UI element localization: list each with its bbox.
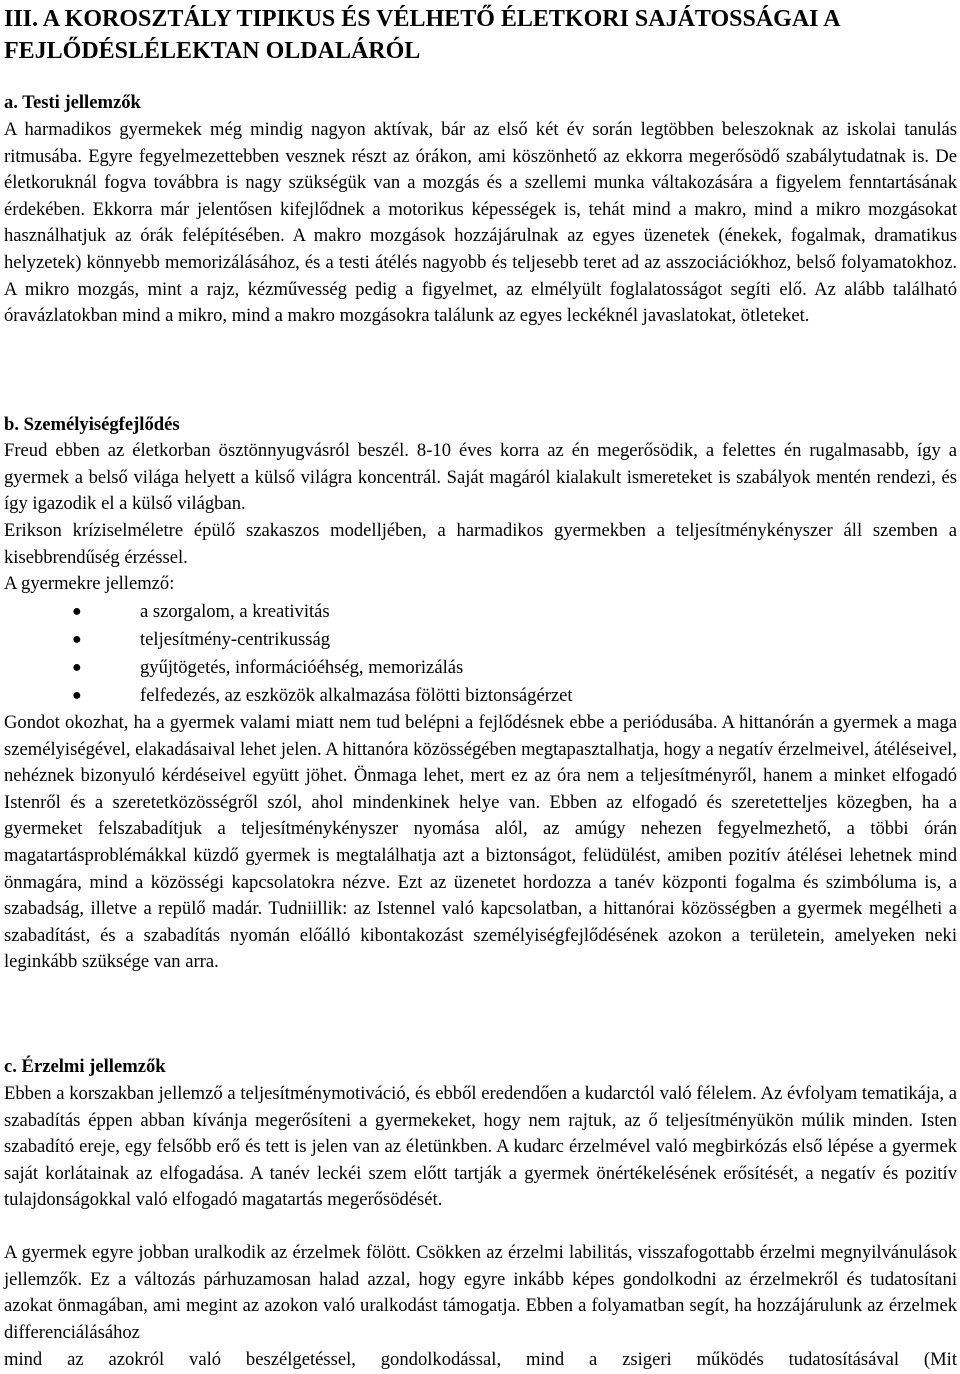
list-intro: A gyermekre jellemző: bbox=[4, 573, 175, 594]
bullet-icon: ● bbox=[72, 631, 82, 648]
section-a-paragraph: A harmadikos gyermekek még mindig nagyon aktívak, bár az első két év során legtöbben beleszoknak az iskolai tanulás ritmusába. Egyre fegyelmezettebben vesznek részt az órákon, ami köszönhető az ekkorra megerősödő szabálytudatnak is. De életkoruknál fogva továbbra is nagy szükségük van a mozgás és a szellemi munka váltakozására a figyelem fenntartásának érdekében. Ekkorra már jelentősen kifejlődnek a motorikus képességek is, tehát mind a makro, mind a mikro mozgásokat használhatjuk az órák felépítésében. A makro mozgások hozzájárulnak az egyes üzenetek (énekek, fogalmak, dramatikus helyzetek) könnyebb memorizálásához, és a testi átélés nagyobb és teljesebb teret ad az asszociációkhoz, belső folyamatokhoz. A mikro mozgás, mint a rajz, kézművesség pedig a figyelmet, az elmélyült foglalatosságot segíti elő. Az alább található óravázlatokban mind a mikro, mind a makro mozgásokra találunk az egyes leckéknél javaslatokat, ötleteket. bbox=[4, 119, 957, 327]
section-b-heading: b. Személyiségfejlődés bbox=[4, 414, 180, 435]
bullet-icon: ● bbox=[72, 603, 82, 620]
section-a-heading: a. Testi jellemzők bbox=[4, 92, 141, 113]
document-title: III. A KOROSZTÁLY TIPIKUS ÉS VÉLHETŐ ÉLETKORI SAJÁTOSSÁGAI A FEJLŐDÉSLÉLEKTAN OLDALÁRÓL bbox=[4, 6, 840, 64]
section-c-paragraph-1: Ebben a korszakban jellemző a teljesítménymotiváció, és ebből eredendően a kudarctól való félelem. Az évfolyam tematikája, a szabadítás éppen abban kívánja megerősíteni a gyermekeket, hogy nem rajtuk, az ő teljesítményükön múlik minden. Isten szabadító ereje, egy felsőbb erő és tett is jelen van az életünkben. A kudarc érzelmével való megbirkózás első lépése a gyermek saját korlátainak az elfogadása. A tanév leckéi szem előtt tartják a gyermek önértékelésének erősítését, a negatív és pozitív tulajdonságokkal való elfogadó magatartás megerősödését. bbox=[4, 1083, 957, 1211]
section-b-paragraph-2: Erikson kríziselméletre épülő szakaszos modelljében, a harmadikos gyermekben a teljesítménykényszer áll szemben a kisebbrendűség érzéssel. bbox=[4, 520, 957, 568]
section-b-paragraph-3: Gondot okozhat, ha a gyermek valami miatt nem tud belépni a fejlődésnek ebbe a periódusába. A hittanórán a gyermek a maga személyiségével, elakadásaival lehet jelen. A hittanóra közösségében megtapasztalhatja, hogy a negatív érzelmeivel, átéléseivel, nehéznek bizonyuló kérdéseivel együtt jöhet. Önmaga lehet, mert ez az óra nem a teljesítményről, hanem a minket elfogadó Istenről és a szeretetközösségről szól, ahol mindenkinek helye van. Ebben az elfogadó és szeretetteljes közegben, ha a gyermeket felszabadítjuk a teljesítménykényszer nyomása alól, az amúgy nehezen fegyelmezhető, a többi órán magatartásproblémákkal küzdő gyermek is megtalálhatja azt a biztonságot, felüdülést, amiben pozitív átélései lehetnek mind önmagára, mind a közösségi kapcsolatokra nézve. Ezt az üzenetet hordozza a tanév központi fogalma és szimbóluma is, a szabadság, illetve a repülő madár. Tudniillik: az Istennel való kapcsolatban, a hittanórai közösségben a gyermek megélheti a szabadítást, és a szabadítás nyomán előálló kibontakozást személyiségfejlődésének azokon a területein, amelyeken neki leginkább szüksége van arra. bbox=[4, 712, 957, 973]
section-c-paragraph-2-last-line: mind az azokról való beszélgetéssel, gondolkodással, mind a zsigeri működés tudatosításával (Mit bbox=[4, 1349, 957, 1370]
section-b-paragraph-1: Freud ebben az életkorban ösztönnyugvásról beszél. 8-10 éves korra az én megerősödik, a felettes én rugalmasabb, így a gyermek a belső világa helyett a külső világra koncentrál. Saját magáról kialakult ismereteket is szabályok mentén rendezi, és így igazodik el a külső világban. bbox=[4, 440, 957, 515]
bullet-icon: ● bbox=[72, 687, 82, 704]
document-page: III. A KOROSZTÁLY TIPIKUS ÉS VÉLHETŐ ÉLETKORI SAJÁTOSSÁGAI A FEJLŐDÉSLÉLEKTAN OLDALÁRÓL a. Testi jellemzők A harmadikos gyermekek még mindig nagyon aktívak, bár az első két év során legtöbben beleszoknak az iskolai tanulás ritmusába. Egyre fegyelmezettebben vesznek részt az órákon, ami köszönhető az ekkorra megerősödő szabálytudatnak is. De életkoruknál fogva továbbra is nagy szükségük van a mozgás és a szellemi munka váltakozására a figyelem fenntartásának érdekében. Ekkorra már jelentősen kifejlődnek a motorikus képességek is, tehát mind a makro, mind a mikro mozgásokat használhatjuk az órák felépítésében. A makro mozgások hozzájárulnak az egyes üzenetek (énekek, fogalmak, dramatikus helyzetek) könnyebb memorizálásához, és a testi átélés nagyobb és teljesebb teret ad az asszociációkhoz, belső folyamatokhoz. A mikro mozgás, mint a rajz, kézművesség pedig a figyelmet, az elmélyült foglalatosságot segíti elő. Az alább található óravázlatokban mind a mikro, mind a makro mozgásokra találunk az egyes leckéknél javaslatokat, ötleteket. b. Személyiségfejlődés Freud ebben az életkorban ösztönnyugvásról beszél. 8-10 éves korra az én megerősödik, a felettes én rugalmasabb, így a gyermek a belső világa helyett a külső világra koncentrál. Saját magáról kialakult ismereteket is szabályok mentén rendezi, és így igazodik el a külső világban. Erikson kríziselméletre épülő szakaszos modelljében, a harmadikos gyermekben a teljesítménykényszer áll szemben a kisebbrendűség érzéssel. A gyermekre jellemző: ● a szorgalom, a kreativitás ● teljesítmény-centrikusság ● gyűjtögetés, információéhség, memorizálás ● felfedezés, az eszközök alkalmazása fölötti biztonságérzet Gondot okozhat, ha a gyermek valami miatt nem tud belépni a fejlődésnek ebbe a periódusába. A hittanórán a gyermek a maga személyiségével, elakadásaival lehet jelen. A hittanóra közösségében megtapasztalhatja, hogy a negatív érzelmeivel, átéléseivel, nehéznek bizonyuló kérdéseivel együtt jöhet. Önmaga lehet, mert ez az óra nem a teljesítményről, hanem a minket elfogadó Istenről és a szeretetközösségről szól, ahol mindenkinek helye van. Ebben az elfogadó és szeretetteljes közegben, ha a gyermeket felszabadítjuk a teljesítménykényszer nyomása alól, az amúgy nehezen fegyelmezhető, a többi órán magatartásproblémákkal küzdő gyermek is megtalálhatja azt a biztonságot, felüdülést, amiben pozitív átélései lehetnek mind önmagára, mind a közösségi kapcsolatokra nézve. Ezt az üzenetet hordozza a tanév központi fogalma és szimbóluma is, a szabadság, illetve a repülő madár. Tudniillik: az Istennel való kapcsolatban, a hittanórai közösségben a gyermek megélheti a szabadítást, és a szabadítás nyomán előálló kibontakozást személyiségfejlődésének azokon a területein, amelyeken neki leginkább szüksége van arra. c. Érzelmi jellemzők Ebben a korszakban jellemző a teljesítménymotiváció, és ebből eredendően a kudarctól való félelem. Az évfolyam tematikája, a szabadítás éppen abban kívánja megerősíteni a gyermekeket, hogy nem rajtuk, az ő teljesítményükön múlik minden. Isten szabadító ereje, egy felsőbb erő és tett is jelen van az életünkben. A kudarc érzelmével való megbirkózás első lépése a gyermek saját korlátainak az elfogadása. A tanév leckéi szem előtt tartják a gyermek önértékelésének erősítését, a negatív és pozitív tulajdonságokkal való elfogadó magatartás megerősödését. A gyermek egyre jobban uralkodik az érzelmek fölött. Csökken az érzelmi labilitás, visszafogottabb érzelmi megnyilvánulások jellemzők. Ez a változás párhuzamosan halad azzal, hogy egyre inkább képes gondolkodni az érzelmekről és tudatosítani azokat önmagában, ami megint az azokon való uralkodást támogatja. Ebben a folyamatban segít, ha hozzájárulunk az érzelmek differenciálásához mind az azokról való beszélgetéssel, gondolkodással, mind a zsigeri működés tudatosításával (Mit bbox=[0, 0, 960, 1374]
section-c-heading: c. Érzelmi jellemzők bbox=[4, 1056, 166, 1077]
bullet-icon: ● bbox=[72, 659, 82, 676]
section-c-paragraph-2: A gyermek egyre jobban uralkodik az érzelmek fölött. Csökken az érzelmi labilitás, visszafogottabb érzelmi megnyilvánulások jellemzők. Ez a változás párhuzamosan halad azzal, hogy egyre inkább képes gondolkodni az érzelmekről és tudatosítani azokat önmagában, ami megint az azokon való uralkodást támogatja. Ebben a folyamatban segít, ha hozzájárulunk az érzelmek differenciálásához bbox=[4, 1242, 957, 1343]
